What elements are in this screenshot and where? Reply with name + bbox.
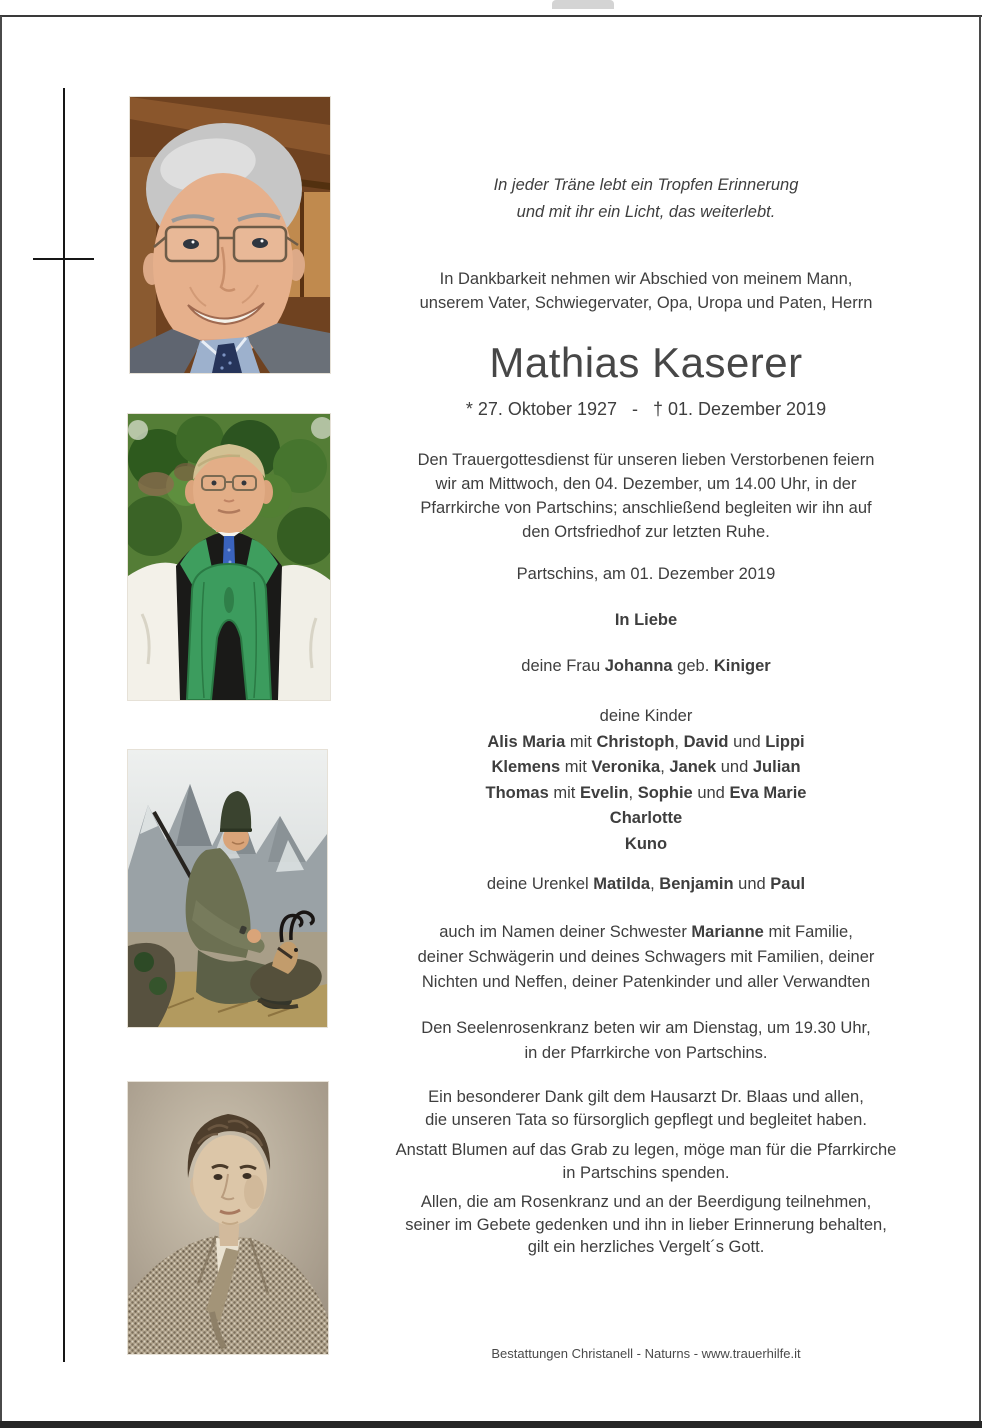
service-line: Den Trauergottesdienst für unseren lieben Verstorbenen feiern (417, 451, 875, 469)
great-grandchildren-line: deine Urenkel Matilda, Benjamin und Paul (486, 875, 806, 893)
scan-top-tab (552, 0, 614, 9)
rosary-line: in der Pfarrkirche von Partschins. (524, 1044, 768, 1062)
funeral-home-footer: Bestattungen Christanell - Naturns - www.trauerhilfe.it (491, 1346, 801, 1361)
photo-young-portrait (128, 1082, 328, 1354)
photo-hunter-mountains (128, 750, 327, 1027)
salutation-line: In Liebe (614, 611, 678, 629)
traditional-dress-image (128, 414, 330, 700)
rosary-announcement (372, 1016, 920, 1066)
young-portrait-image (128, 1082, 328, 1354)
photo-traditional-dress (128, 414, 330, 700)
hunter-mountains-image (128, 750, 327, 1027)
photo-elderly-portrait (130, 97, 330, 373)
service-line: wir am Mittwoch, den 04. Dezember, um 14.00 Uhr, in der (435, 475, 857, 493)
children-section (372, 704, 920, 857)
elderly-portrait-image (130, 97, 330, 373)
intro-text (372, 268, 920, 315)
thanks-line: die unseren Tata so fürsorglich gepflegt und begleitet haben. (425, 1111, 867, 1129)
life-dates: * 27. Oktober 1927 - † 01. Dezember 2019 (465, 399, 827, 419)
epigraph-line: und mit ihr ein Licht, das weiterlebt. (516, 203, 776, 221)
page-border-right (979, 16, 981, 1421)
rosary-line: Den Seelenrosenkranz beten wir am Dienstag, um 19.30 Uhr, (421, 1019, 871, 1037)
donation-line: Anstatt Blumen auf das Grab zu legen, möge man für die Pfarrkirche (395, 1141, 897, 1159)
donation-request (372, 1139, 920, 1185)
children-line: Alis Maria mit Christoph, David und Lippi (487, 732, 805, 751)
intro-line: unserem Vater, Schwiegervater, Opa, Uropa und Paten, Herrn (419, 293, 873, 312)
epigraph (372, 172, 920, 226)
service-line: den Ortsfriedhof zur letzten Ruhe. (522, 523, 770, 541)
children-line: Klemens mit Veronika, Janek und Julian (491, 758, 801, 776)
closing-line: Allen, die am Rosenkranz und an der Beerdigung teilnehmen, (420, 1193, 872, 1211)
extended-family-section (372, 920, 920, 995)
extended-line: deiner Schwägerin und deines Schwagers mit Familien, deiner (417, 948, 875, 966)
closing-line: seiner im Gebete gedenken und ihn in lieber Erinnerung behalten, (405, 1215, 887, 1234)
children-line: Kuno (624, 834, 668, 853)
fold-mark-horizontal (33, 258, 94, 260)
children-label: deine Kinder (599, 707, 693, 725)
extended-line: auch im Namen deiner Schwester Marianne mit Familie, (439, 923, 853, 941)
closing-line: gilt ein herzliches Vergelt´s Gott. (527, 1238, 765, 1256)
intro-line: In Dankbarkeit nehmen wir Abschied von meinem Mann, (439, 270, 853, 288)
fold-mark-vertical (63, 88, 65, 1362)
thanks-line: Ein besonderer Dank gilt dem Hausarzt Dr. Blaas und allen, (428, 1088, 864, 1106)
extended-line: Nichten und Neffen, deiner Patenkinder und aller Verwandten (421, 973, 871, 991)
service-announcement (372, 448, 920, 544)
page-border-top (0, 15, 982, 17)
wife-line: deine Frau Johanna geb. Kiniger (521, 657, 771, 675)
closing-paragraph (372, 1191, 920, 1259)
page-border-left (0, 16, 2, 1421)
service-line: Pfarrkirche von Partschins; anschließend begleiten wir ihn auf (420, 499, 872, 517)
deceased-name: Mathias Kaserer (489, 339, 803, 386)
children-line: Thomas mit Evelin, Sophie und Eva Marie (485, 783, 807, 802)
thanks-paragraph (372, 1086, 920, 1132)
page-border-bottom (0, 1421, 982, 1428)
donation-line: in Partschins spenden. (562, 1164, 730, 1182)
epigraph-line: In jeder Träne lebt ein Tropfen Erinnerung (493, 176, 799, 194)
place-date-line: Partschins, am 01. Dezember 2019 (516, 565, 776, 583)
children-line: Charlotte (609, 809, 683, 827)
